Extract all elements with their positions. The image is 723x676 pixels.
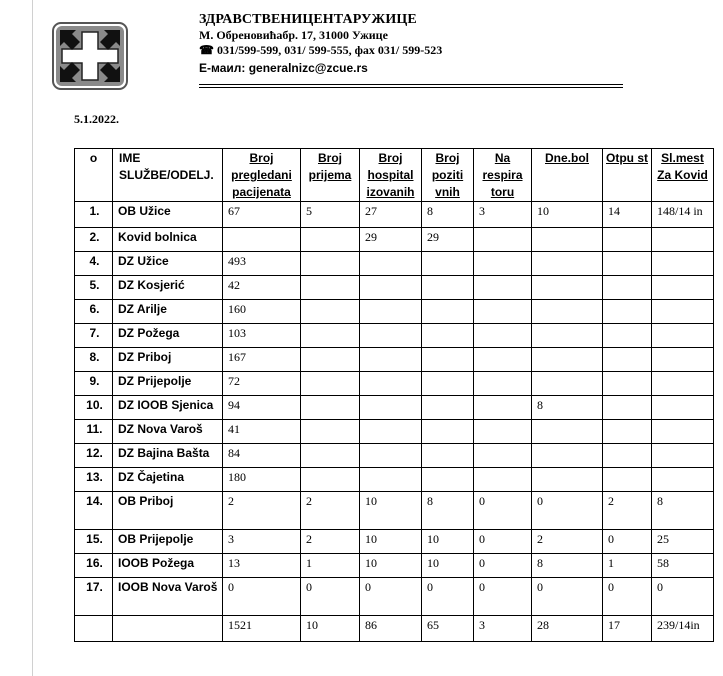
table-row bbox=[75, 554, 714, 578]
header-cell: Na respira toru bbox=[474, 149, 532, 202]
value-cell bbox=[532, 444, 603, 468]
organization-phone: ☎ 031/599-599, 031/ 599-555, фах 031/ 599-523 bbox=[199, 43, 443, 57]
value-cell bbox=[301, 228, 360, 252]
row-number-cell: 9. bbox=[75, 372, 113, 396]
row-number-cell: 16. bbox=[75, 554, 113, 578]
value-cell bbox=[603, 276, 652, 300]
value-cell bbox=[532, 420, 603, 444]
value-cell: 8 bbox=[422, 202, 474, 228]
table-row bbox=[75, 530, 714, 554]
department-name-cell: DZ Čajetina bbox=[113, 468, 223, 492]
department-name-cell: DZ Priboj bbox=[113, 348, 223, 372]
value-cell: 0 bbox=[603, 530, 652, 554]
table-row bbox=[75, 276, 714, 300]
header-cell: Dne.bol bbox=[532, 149, 603, 202]
value-cell: 0 bbox=[474, 492, 532, 530]
value-cell: 2 bbox=[223, 492, 301, 530]
value-cell bbox=[603, 468, 652, 492]
total-value-cell: 239/14in bbox=[652, 616, 714, 642]
department-name-cell: Kovid bolnica bbox=[113, 228, 223, 252]
row-number-cell: 15. bbox=[75, 530, 113, 554]
value-cell bbox=[422, 420, 474, 444]
total-value-cell: 10 bbox=[301, 616, 360, 642]
value-cell bbox=[474, 444, 532, 468]
value-cell bbox=[360, 348, 422, 372]
header-rule-double bbox=[199, 87, 623, 88]
department-name-cell: DZ Prijepolje bbox=[113, 372, 223, 396]
value-cell bbox=[603, 252, 652, 276]
value-cell bbox=[532, 276, 603, 300]
value-cell: 29 bbox=[360, 228, 422, 252]
value-cell: 94 bbox=[223, 396, 301, 420]
value-cell bbox=[301, 276, 360, 300]
value-cell bbox=[603, 228, 652, 252]
value-cell: 148/14 in bbox=[652, 202, 714, 228]
statistics-table bbox=[74, 148, 714, 642]
value-cell bbox=[360, 420, 422, 444]
value-cell: 10 bbox=[360, 554, 422, 578]
row-number-cell: 8. bbox=[75, 348, 113, 372]
value-cell bbox=[603, 372, 652, 396]
value-cell bbox=[652, 420, 714, 444]
value-cell: 0 bbox=[422, 578, 474, 616]
value-cell: 1 bbox=[603, 554, 652, 578]
department-name-cell: DZ Bajina Bašta bbox=[113, 444, 223, 468]
table-row bbox=[75, 252, 714, 276]
table-header-row bbox=[75, 149, 714, 202]
value-cell: 3 bbox=[474, 202, 532, 228]
value-cell bbox=[603, 420, 652, 444]
value-cell bbox=[360, 444, 422, 468]
value-cell bbox=[301, 444, 360, 468]
value-cell: 2 bbox=[603, 492, 652, 530]
value-cell: 41 bbox=[223, 420, 301, 444]
value-cell bbox=[532, 300, 603, 324]
row-number-cell: 12. bbox=[75, 444, 113, 468]
value-cell bbox=[474, 372, 532, 396]
value-cell bbox=[301, 252, 360, 276]
empty-cell bbox=[113, 616, 223, 642]
health-center-logo bbox=[52, 22, 128, 90]
value-cell bbox=[301, 420, 360, 444]
value-cell bbox=[603, 396, 652, 420]
value-cell: 180 bbox=[223, 468, 301, 492]
department-name-cell: OB Prijepolje bbox=[113, 530, 223, 554]
total-value-cell: 17 bbox=[603, 616, 652, 642]
header-cell: IME SLUŽBE/ODELJ. bbox=[113, 149, 223, 202]
value-cell: 67 bbox=[223, 202, 301, 228]
value-cell: 2 bbox=[301, 530, 360, 554]
table-row bbox=[75, 324, 714, 348]
header-cell: Broj prijema bbox=[301, 149, 360, 202]
department-name-cell: DZ Kosjerić bbox=[113, 276, 223, 300]
department-name-cell: OB Užice bbox=[113, 202, 223, 228]
value-cell bbox=[652, 348, 714, 372]
value-cell: 10 bbox=[422, 530, 474, 554]
value-cell: 72 bbox=[223, 372, 301, 396]
value-cell bbox=[474, 348, 532, 372]
value-cell: 14 bbox=[603, 202, 652, 228]
table-row bbox=[75, 420, 714, 444]
value-cell bbox=[532, 348, 603, 372]
row-number-cell: 7. bbox=[75, 324, 113, 348]
value-cell: 103 bbox=[223, 324, 301, 348]
value-cell bbox=[422, 444, 474, 468]
department-name-cell: DZ Požega bbox=[113, 324, 223, 348]
table-row bbox=[75, 300, 714, 324]
value-cell bbox=[360, 468, 422, 492]
value-cell bbox=[652, 300, 714, 324]
organization-email: Е-маил: generalnizc@zcue.rs bbox=[199, 61, 368, 75]
header-cell: Otpu st bbox=[603, 149, 652, 202]
value-cell bbox=[422, 468, 474, 492]
row-number-cell: 6. bbox=[75, 300, 113, 324]
row-number-cell: 14. bbox=[75, 492, 113, 530]
value-cell bbox=[652, 444, 714, 468]
department-name-cell: IOOB Nova Varoš bbox=[113, 578, 223, 616]
value-cell bbox=[360, 252, 422, 276]
value-cell bbox=[422, 276, 474, 300]
table-row bbox=[75, 578, 714, 616]
value-cell bbox=[652, 468, 714, 492]
header-rule bbox=[199, 84, 623, 85]
report-date: 5.1.2022. bbox=[74, 112, 119, 126]
value-cell bbox=[360, 324, 422, 348]
organization-address: М. Обреновићабр. 17, 31000 Ужице bbox=[199, 28, 388, 42]
department-name-cell: DZ Užice bbox=[113, 252, 223, 276]
row-number-cell: 2. bbox=[75, 228, 113, 252]
value-cell: 0 bbox=[474, 530, 532, 554]
value-cell: 8 bbox=[652, 492, 714, 530]
value-cell bbox=[360, 372, 422, 396]
value-cell: 0 bbox=[532, 492, 603, 530]
value-cell bbox=[422, 372, 474, 396]
value-cell bbox=[532, 372, 603, 396]
header-cell: Broj hospital izovanih bbox=[360, 149, 422, 202]
table-row bbox=[75, 492, 714, 530]
value-cell bbox=[532, 468, 603, 492]
value-cell bbox=[603, 444, 652, 468]
header-cell: o bbox=[75, 149, 113, 202]
letterhead bbox=[199, 12, 442, 76]
value-cell bbox=[422, 324, 474, 348]
value-cell bbox=[474, 300, 532, 324]
row-number-cell: 11. bbox=[75, 420, 113, 444]
value-cell bbox=[652, 252, 714, 276]
value-cell: 13 bbox=[223, 554, 301, 578]
row-number-cell: 4. bbox=[75, 252, 113, 276]
row-number-cell: 17. bbox=[75, 578, 113, 616]
value-cell bbox=[652, 372, 714, 396]
table-row bbox=[75, 468, 714, 492]
value-cell bbox=[603, 324, 652, 348]
value-cell: 0 bbox=[652, 578, 714, 616]
total-value-cell: 86 bbox=[360, 616, 422, 642]
value-cell: 58 bbox=[652, 554, 714, 578]
value-cell: 10 bbox=[532, 202, 603, 228]
value-cell: 29 bbox=[422, 228, 474, 252]
empty-cell bbox=[75, 616, 113, 642]
row-number-cell: 5. bbox=[75, 276, 113, 300]
value-cell bbox=[301, 324, 360, 348]
value-cell bbox=[422, 396, 474, 420]
value-cell bbox=[474, 420, 532, 444]
value-cell bbox=[532, 252, 603, 276]
table-row bbox=[75, 228, 714, 252]
total-value-cell: 1521 bbox=[223, 616, 301, 642]
value-cell: 42 bbox=[223, 276, 301, 300]
table-body bbox=[75, 202, 714, 642]
table-row bbox=[75, 372, 714, 396]
value-cell bbox=[422, 300, 474, 324]
value-cell: 0 bbox=[360, 578, 422, 616]
table-row bbox=[75, 444, 714, 468]
header-cell: Sl.mest Za Kovid bbox=[652, 149, 714, 202]
value-cell: 8 bbox=[532, 396, 603, 420]
value-cell: 27 bbox=[360, 202, 422, 228]
organization-name: ЗДРАВСТВЕНИЦЕНТАРУЖИЦЕ bbox=[199, 12, 417, 27]
value-cell bbox=[301, 396, 360, 420]
header-cell: Broj pregledani pacijenata bbox=[223, 149, 301, 202]
value-cell: 167 bbox=[223, 348, 301, 372]
table-row bbox=[75, 348, 714, 372]
table-row bbox=[75, 202, 714, 228]
row-number-cell: 13. bbox=[75, 468, 113, 492]
value-cell: 0 bbox=[474, 578, 532, 616]
value-cell: 8 bbox=[532, 554, 603, 578]
department-name-cell: OB Priboj bbox=[113, 492, 223, 530]
value-cell: 84 bbox=[223, 444, 301, 468]
department-name-cell: DZ Nova Varoš bbox=[113, 420, 223, 444]
value-cell bbox=[652, 324, 714, 348]
row-number-cell: 1. bbox=[75, 202, 113, 228]
value-cell: 10 bbox=[360, 492, 422, 530]
total-value-cell: 28 bbox=[532, 616, 603, 642]
value-cell: 10 bbox=[422, 554, 474, 578]
value-cell: 0 bbox=[301, 578, 360, 616]
value-cell: 10 bbox=[360, 530, 422, 554]
value-cell bbox=[474, 324, 532, 348]
value-cell bbox=[474, 468, 532, 492]
value-cell: 0 bbox=[474, 554, 532, 578]
value-cell: 2 bbox=[532, 530, 603, 554]
value-cell bbox=[603, 300, 652, 324]
value-cell bbox=[532, 324, 603, 348]
totals-row bbox=[75, 616, 714, 642]
value-cell bbox=[301, 468, 360, 492]
value-cell bbox=[474, 252, 532, 276]
value-cell: 2 bbox=[301, 492, 360, 530]
value-cell: 493 bbox=[223, 252, 301, 276]
value-cell bbox=[301, 348, 360, 372]
value-cell bbox=[652, 228, 714, 252]
department-name-cell: DZ Arilje bbox=[113, 300, 223, 324]
value-cell bbox=[652, 396, 714, 420]
value-cell bbox=[422, 348, 474, 372]
value-cell bbox=[223, 228, 301, 252]
value-cell: 0 bbox=[223, 578, 301, 616]
value-cell: 0 bbox=[532, 578, 603, 616]
value-cell bbox=[603, 348, 652, 372]
value-cell: 0 bbox=[603, 578, 652, 616]
value-cell bbox=[474, 396, 532, 420]
value-cell: 1 bbox=[301, 554, 360, 578]
value-cell: 3 bbox=[223, 530, 301, 554]
value-cell bbox=[301, 300, 360, 324]
total-value-cell: 65 bbox=[422, 616, 474, 642]
value-cell bbox=[360, 300, 422, 324]
total-value-cell: 3 bbox=[474, 616, 532, 642]
row-number-cell: 10. bbox=[75, 396, 113, 420]
header-cell: Broj poziti vnih bbox=[422, 149, 474, 202]
value-cell bbox=[422, 252, 474, 276]
table-row bbox=[75, 396, 714, 420]
value-cell: 160 bbox=[223, 300, 301, 324]
value-cell: 25 bbox=[652, 530, 714, 554]
value-cell bbox=[532, 228, 603, 252]
department-name-cell: IOOB Požega bbox=[113, 554, 223, 578]
value-cell bbox=[360, 276, 422, 300]
value-cell bbox=[474, 276, 532, 300]
page-margin-line bbox=[32, 0, 33, 676]
value-cell bbox=[301, 372, 360, 396]
value-cell bbox=[360, 396, 422, 420]
value-cell: 8 bbox=[422, 492, 474, 530]
value-cell: 5 bbox=[301, 202, 360, 228]
department-name-cell: DZ IOOB Sjenica bbox=[113, 396, 223, 420]
value-cell bbox=[652, 276, 714, 300]
value-cell bbox=[474, 228, 532, 252]
